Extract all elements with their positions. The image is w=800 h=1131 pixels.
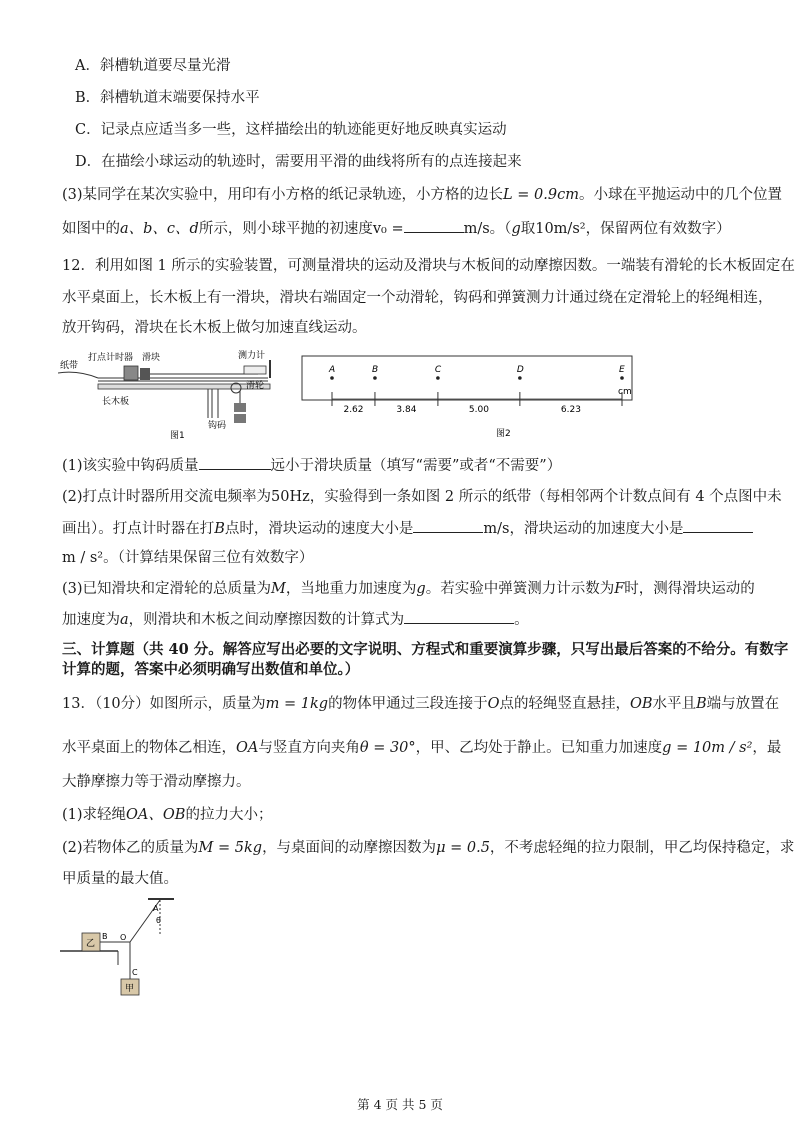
label-timer: 打点计时器 [88,353,134,363]
tape-point [518,376,522,380]
q12-figure-1 [58,348,298,440]
distance-label: 2.62 [343,405,364,415]
q12-intro-line3: 放开钩码，滑块在长木板上做匀加速直线运动。 [62,320,367,336]
option-d: D．在描绘小球运动的轨迹时，需要用平滑的曲线将所有的点连接起来 [75,154,522,170]
q12-figure-2 [300,354,645,442]
tape-point [330,376,334,380]
q11-part3-line1: (3)某同学在某次实验中，用印有小方格的纸记录轨迹，小方格的边长L = 0.9cm。小球在平抛运动中的几个位置 [62,187,782,203]
q12-part3-line1: (3)已知滑块和定滑轮的总质量为M，当地重力加速度为g。若实验中弹簧测力计示数为F时，测得滑块运动的 [62,581,755,597]
tape-point-label: C [434,365,442,375]
q12-part2-line3: m / s²。（计算结果保留三位有效数字） [62,550,314,566]
label-paper-tape: 纸带 [60,361,79,371]
section-3-heading-line2: 计算的题，答案中必须明确写出数值和单位。） [62,661,360,678]
q13-line2: 水平桌面上的物体乙相连，OA与竖直方向夹角θ = 30°，甲、乙均处于静止。已知重力加速度g = 10m / s²，最 [62,740,782,756]
q13-line1: 13．（10分）如图所示，质量为m = 1kg的物体甲通过三段连接于O点的轻绳竖直悬挂，OB水平且B端与放置在 [62,696,780,712]
answer-blank [404,609,514,624]
q13-part1: (1)求轻绳OA、OB的拉力大小； [62,807,273,823]
label-weights: 钩码 [208,421,227,431]
unit-cm: cm [618,387,632,397]
option-c: C．记录点应适当多一些，这样描绘出的轨迹能更好地反映真实运动 [75,122,507,138]
q13-part2-line1: (2)若物体乙的质量为M = 5kg，与桌面间的动摩擦因数为μ = 0.5，不考虑轻绳的拉力限制，甲乙均保持稳定，求 [62,840,795,856]
label-pulley: 滑轮 [246,381,265,391]
label-b: B [102,932,108,941]
tape-point [620,376,624,380]
label-dynamometer: 测力计 [238,351,266,361]
option-a: A．斜槽轨道要尽量光滑 [75,58,231,74]
tape-point [373,376,377,380]
q12-part2-line1: (2)打点计时器所用交流电频率为50Hz，实验得到一条如图 2 所示的纸带（每相邻两个计数点间有 4 个点图中未 [62,489,782,505]
tape-point-label: A [329,365,336,375]
answer-blank [413,518,483,533]
q13-figure [60,895,190,1001]
answer-blank [404,218,464,233]
q12-intro-line1: 12．利用如图 1 所示的实验装置，可测量滑块的运动及滑块与木板间的动摩擦因数。一端装有滑轮的长木板固定在 [62,258,795,274]
label-o: O [120,933,127,942]
label-obj-jia: 甲 [125,984,135,994]
distance-label: 3.84 [396,405,417,415]
answer-blank [683,518,753,533]
label-c: C [132,968,138,977]
tape-point-label: E [619,365,625,375]
label-slider: 滑块 [142,353,161,363]
q12-part2-line2: 画出）。打点计时器在打B点时，滑块运动的速度大小是 m/s，滑块运动的加速度大小是 [62,518,753,539]
figure-2-caption: 图2 [496,429,511,439]
q13-part2-line2: 甲质量的最大值。 [62,871,178,887]
answer-blank [199,455,271,470]
option-b: B．斜槽轨道末端要保持水平 [75,90,260,106]
distance-label: 5.00 [468,405,489,415]
tape-point-label: D [516,365,524,375]
label-obj-yi: 乙 [86,939,96,949]
label-board: 长木板 [102,397,130,407]
q12-part1: (1)该实验中钩码质量 远小于滑块质量（填写“需要”或者“不需要”） [62,455,561,476]
page-footer: 第 4 页 共 5 页 [357,1097,443,1112]
section-3-heading-line1: 三、计算题（共 40 分。解答应写出必要的文字说明、方程式和重要演算步骤，只写出最后答案的不给分。有数字 [62,641,789,658]
q12-intro-line2: 水平桌面上，长木板上有一滑块，滑块右端固定一个动滑轮，钩码和弹簧测力计通过绕在定滑轮上的轻绳相连， [62,290,773,306]
label-theta: θ [156,916,161,925]
q11-part3-line2: 如图中的a、b、c、d所示，则小球平抛的初速度v₀ = m/s。（g取10m/s²，保留两位有效数字） [62,218,731,239]
q12-part3-line2: 加速度为a，则滑块和木板之间动摩擦因数的计算式为 。 [62,609,529,630]
distance-label: 6.23 [560,405,581,415]
figure-1-caption: 图1 [170,431,185,440]
tape-point-label: B [371,365,379,375]
label-a: A [153,904,159,913]
q13-line3: 大静摩擦力等于滑动摩擦力。 [62,774,251,790]
tape-point [436,376,440,380]
